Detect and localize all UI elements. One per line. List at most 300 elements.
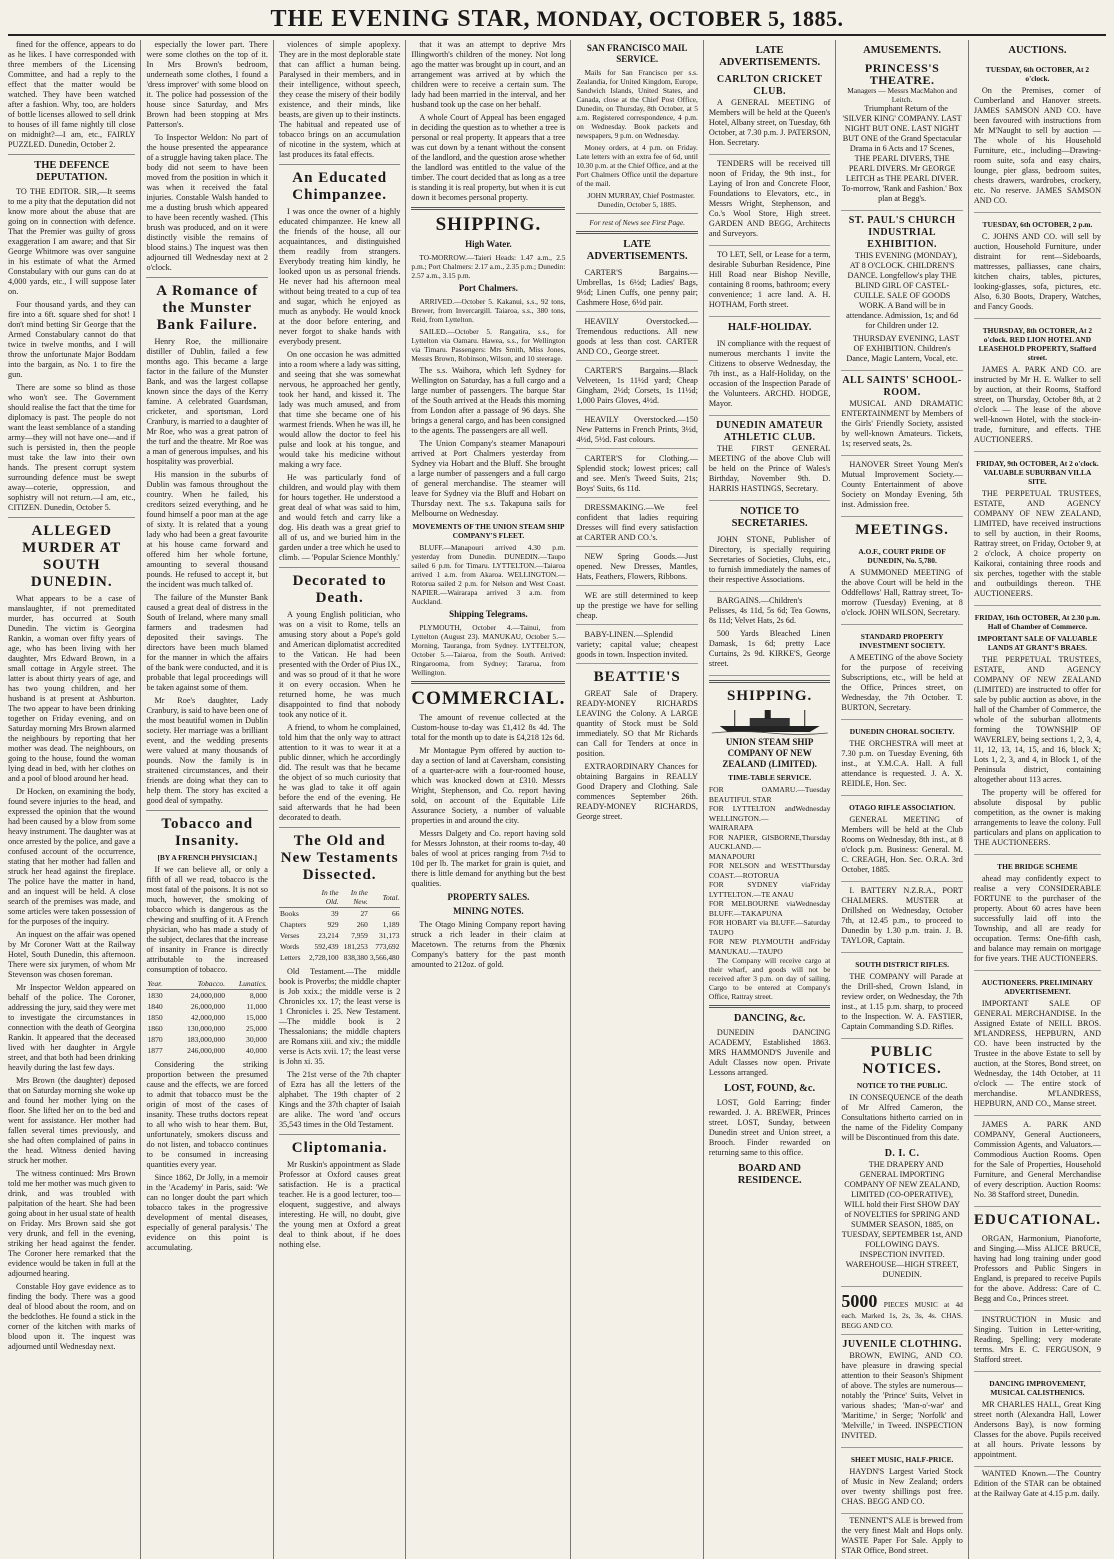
table-cell: 42,000,000	[190, 1013, 226, 1022]
ad-text: PIECES MUSIC at 4d each. Marked 1s, 2s, 3s, 4s. CHAS. BEGG AND CO.	[841, 1300, 963, 1330]
mail-notice: Mails for San Francisco per s.s. Zealandia, for United Kingdom, Europe, Sandwich Islands, United States, and Canada, close at the Chief Post Office, Dunedin, on Thursday, 8th October, at 5 a.m. Registered correspondence, 4 p.m. on Wednesday. Book packets and newspapers, 9 p.m. on Wednesday.	[576, 68, 698, 140]
table-cell: 3,566,480	[369, 953, 400, 962]
article-paragraph: Since 1862, Dr Jolly, in a memoir in the 'Academy' in Paris, said: 'We can no longer doubt the part which tobacco takes in the progressive development of mental diseases, especially of general paralysis.' The evidence on this point is accumulating.	[146, 1173, 268, 1252]
sailing-day: Wednesday	[795, 804, 831, 813]
column-6	[703, 40, 835, 1559]
ad-text: The property will be offered for absolute disposal by public competition, as the owner is making arrangements to leave the colony. Full particulars and plans on application to THE AUCTIONEERS.	[973, 788, 1101, 847]
table-cell: Letters	[279, 953, 301, 962]
ad-directory	[709, 533, 830, 592]
article-paragraph: Henry Roe, the millionaire distiller of Dublin, failed a few months ago. This became a large factor in the failure of the Munster Bank, and was the largest collapse known since the days of the Kerry famine. A celebrated Guardsman, cricketer, and sportsman, Lord Cranbury, is married to a daughter of Mr Roe, who was a great patron of the turf and the theatre. Mr Roe was a man of generous impulses, and his hospitality was proverbial.	[146, 337, 268, 466]
sailing-row	[709, 861, 830, 880]
masthead	[8, 6, 1106, 36]
article-paragraph: that it was an attempt to deprive Mrs Illingworth's children of the money. Not long ago the matter was brought up in court, and an arrangement was arrived at by which the children were to receive a certain sum. The lady had been married in the interval, and her husband took up the case on her behalf.	[411, 40, 566, 109]
sailing-route: FOR OAMARU.—BEAUTIFUL STAR	[708, 785, 805, 804]
ad-organ-lessons	[974, 1232, 1101, 1311]
article-paragraph: Mrs Brown (the daughter) deposed that on Saturday morning she woke up and found her mother lying on the floor. She lifted her on to the bed and went for assistance. Her mother had fallen several times previously, and she had often complained of pains in the head. Witness denied having struck her mother.	[8, 1076, 136, 1165]
article-paragraph: An inquest on the affair was opened by Mr Coroner Watt at the Railway Hotel, South Dunedin, this afternoon. There were six jurymen, of whom Mr Stevenson was chosen foreman.	[8, 930, 136, 979]
shipping-note: The Company will receive cargo at their wharf, and goods will not be received after 3 p.m. on day of sailing. Cargo to be entered at Company's Office, Rattray street.	[708, 956, 831, 1001]
ad-title: AUCTIONEERS. PRELIMINARY ADVERTISEMENT.	[981, 978, 1094, 996]
ad-dic	[841, 1146, 962, 1287]
headline-shipping: SHIPPING.	[727, 688, 813, 704]
advertisement: GREAT Sale of Drapery. READY-MONEY RICHARDS LEAVING the Colony. A LARGE quantity of Stock must be Sold immediately. SO that Mr Richards can Call for Tenders at once in position.	[576, 689, 698, 758]
column-1	[8, 40, 140, 1559]
table-row	[279, 952, 400, 963]
divider	[709, 1005, 830, 1008]
ad-text: ahead may confidently expect to realise a very CONSIDERABLE FORTUNE to the purchaser of the property. About 60 acres have been successfully laid off into the Township, and all are ready for occupation. Terms: One-fifth cash, and balance may remain on mortgage for five years. THE AUCTIONEERS.	[973, 874, 1101, 963]
headline-mail-service: SAN FRANCISCO MAIL SERVICE.	[586, 43, 688, 64]
ad-title: SOUTH DISTRICT RIFLES.	[855, 960, 949, 969]
table-cell: 30,000	[246, 1035, 267, 1044]
arrivals: ARRIVED.—October 5. Kakanui, s.s., 92 tons, Brewer, from Invercargill. Taiaroa, s.s., 380 tons, Reid, from Lyttelton.	[411, 297, 566, 324]
sailing-day: Saturday	[803, 918, 831, 927]
ad-title: FRIDAY, 9th OCTOBER, At 2 o'clock. VALUABLE SUBURBAN VILLA SITE.	[976, 459, 1099, 486]
ad-choral-society	[841, 722, 962, 796]
headline-amusements: AMUSEMENTS.	[863, 45, 942, 56]
table-cell: 1860	[147, 1024, 163, 1033]
sailing-row	[709, 899, 830, 918]
headline-defence-deputation: THE DEFENCE DEPUTATION.	[34, 160, 110, 183]
table-row	[146, 1045, 267, 1056]
table-cell: 929	[327, 920, 339, 929]
subhead-fleet-movements: MOVEMENTS OF THE UNION STEAM SHIP COMPANY'S FLEET.	[412, 522, 565, 540]
mail-notice: Money orders, at 4 p.m. on Friday. Late letters with an extra fee of 6d, until 10.30 p.m. at the Chief Office, and at the Port Chalmers Office until the departure of the mail.	[576, 143, 698, 188]
ad-title: DANCING IMPROVEMENT, MUSICAL CALISTHENICS.	[989, 1379, 1086, 1397]
ad-south-district-rifles	[841, 955, 962, 1039]
ad-text: IMPORTANT SALE OF GENERAL MERCHANDISE. In the Assigned Estate of NEILL BROS. M'LANDRESS, HEPBURN, AND CO. have been instructed by the Trustee in the above Estate to sell by auction, at the Stores, Bond street, on Wednesday, the 14th October, at 11 o'clock — The entire stock of merchandise. M'LANDRESS, HEPBURN, AND CO., Manse street.	[973, 999, 1101, 1108]
article-paragraph: violences of simple apoplexy. They are in the most deplorable state that can afflict a human being. Paralysed in their members, and in their intelligence, without speech, they cease the misery of their bodily existence, and their minds, like beasts, are given up to their instincts. The habitual and repeated use of tobacco brings on an accumulation of nicotine in the system, which at last produces its fatal effects.	[278, 40, 401, 159]
table-header-cell: Lunatics.	[226, 978, 268, 990]
ad-text: THIS EVENING (MONDAY), AT 8 O'CLOCK. CHILDREN'S DANCE. Longfellow's play THE BLIND GIRL OF CASTEL-CUILLE. SALE OF GOODS WORK. A Band will be in attendance. Admission, 1s; and 6d for Children under 12.	[846, 251, 959, 330]
divider	[8, 154, 135, 155]
ad-text: JAMES A. PARK AND COMPANY, General Auctioneers, Commission Agents, and Valuators.—Commodious Auction Rooms. Open for the Sale of Properties, Household Furniture, and General Merchandise of every description. Auction Rooms: No. 38 Stafford street, Dunedin.	[973, 1120, 1101, 1199]
sailing-day: Friday	[810, 937, 831, 946]
sailing-route: FOR NELSON and WEST COAST.—ROTORUA	[708, 861, 802, 880]
columns	[8, 40, 1106, 1555]
table-cell: 183,000,000	[187, 1035, 226, 1044]
masthead-date: MONDAY, OCTOBER 5, 1885.	[536, 6, 844, 31]
ad-text: GENERAL MEETING of Members will be held at the Club Rooms on Wednesday, 8th inst., at 8 o'clock p.m. Business: General. M. C. CREAGH, Hon. Sec. O.R.A. 3rd October, 1885.	[841, 815, 963, 874]
table-cell: 2,728,100	[309, 953, 339, 962]
sailing-day: Friday	[810, 880, 831, 889]
table-cell: 838,380	[343, 953, 368, 962]
ad-title: ST. PAUL'S CHURCH INDUSTRIAL EXHIBITION.	[848, 215, 956, 250]
ad-auction-samson	[974, 60, 1101, 213]
ad-title: CARLTON CRICKET CLUB.	[716, 74, 823, 97]
table-cell: 1870	[147, 1035, 163, 1044]
headline-munster-bank: A Romance of the Munster Bank Failure.	[156, 283, 259, 333]
table-cell: 25,000	[246, 1024, 267, 1033]
headline-commercial: COMMERCIAL.	[411, 688, 566, 709]
table-cell: 26,000,000	[190, 1002, 226, 1011]
ad-auction-johns	[974, 215, 1101, 319]
ad-text: C. JOHNS AND CO. will sell by auction, Household Furniture, under distraint for rent—Sideboards, mattresses, palliasses, cane chairs, kitchen chairs, tables, pictures, looking-glasses, sofa, pictures, etc. Also, 6.30 Boots, Drapery, Watches, and Fancy Goods.	[973, 232, 1101, 311]
ad-rifle-association	[841, 798, 962, 882]
ad-text: THE PERPETUAL TRUSTEES, ESTATE, AND AGENCY COMPANY OF NEW ZEALAND, LIMITED, have received instructions to sell by auction, in their Rooms, Rattray street, on Friday, October 9, at 2 o'clock, A choice property on Kaikorai, containing three roods and six perches, together with the stable and outbuildings thereon. THE AUCTIONEERS.	[973, 489, 1101, 598]
ad-text: HANOVER Street Young Men's Mutual Improvement Society.—County Entertainment of above Society on Monday Evening, 5th inst. Admission free.	[841, 460, 963, 509]
subhead-port-chalmers: Port Chalmers.	[458, 283, 518, 293]
ad-sheet-music	[841, 1450, 962, 1514]
ad-title: D. I. C.	[884, 1148, 920, 1159]
ad-text: A SUMMONED MEETING of the above Court will be held in the Oddfellows' Hall, Rattray street, To-morrow (Tuesday) Evening, at 8 o'clock. JOHN WILSON, Secretary.	[841, 568, 963, 617]
article-paragraph: Mr Roe's daughter, Lady Cranbury, is said to have been one of the most beautiful women in Dublin society. Her marriage was a brilliant event, and the wedding presents were valued at many thousands of pounds. Now the family is in straitened circumstances, and their friends are doing what they can to help them. The story has excited a good deal of sympathy.	[146, 696, 268, 805]
article-paragraph: Four thousand yards, and they can fire into a 6ft. square shed for shot! I don't mind betting Sir George that the Armed Constabulary cannot do that twice in twelve months, and I will throw the unfortunate Major Boddam into the bargain, as No. 1 to fire the gun.	[8, 300, 136, 379]
headline-dancing: DANCING, &c.	[733, 1013, 806, 1024]
divider	[279, 567, 400, 568]
ad-title: PRINCESS'S THEATRE.	[864, 61, 940, 87]
divider	[411, 207, 565, 210]
late-ad: CARTER'S Bargains.—Black Velveteen, 1s 11½d yard; Cheap Gingham, 2½d; Corsets, 1s 11½d; 1,000 Pairs Gloves, 4½d.	[576, 364, 697, 410]
headline-educated-chimpanzee: An Educated Chimpanzee.	[292, 170, 388, 203]
table-cell: 1830	[147, 991, 163, 1000]
ad-title: ALL SAINTS' SCHOOL-ROOM.	[842, 375, 962, 398]
table-row	[279, 908, 400, 920]
ad-title: THE BRIDGE SCHEME	[997, 862, 1078, 871]
subhead-property-sales: PROPERTY SALES.	[447, 892, 530, 902]
table-cell: 31,173	[379, 931, 400, 940]
news-note: For rest of News see First Page.	[589, 218, 685, 227]
table-cell: Verses	[279, 931, 300, 940]
ad-aof-court	[841, 542, 962, 625]
article-paragraph: The failure of the Munster Bank caused a great deal of distress in the South of Ireland, where many small farmers and tradesmen had deposited their savings. The directors have been much blamed for the manner in which the affairs of the bank were conducted, and it is probable that legal proceedings will be taken against some of them.	[146, 593, 268, 692]
late-ad: WE are still determined to keep up the prestige we have for selling cheap.	[576, 589, 697, 625]
article-paragraph: Old Testament.—The middle book is Proverbs; the middle chapter is Job xxix.; the middle verse is 2 Chronicles xx. 17; the least verse is 1 Chronicles i. 25. New Testament.—The middle book is 2 Thessalonians; the middle chapters are Romans xiii. and xiv.; the middle verse is Acts xvii. 17; the least verse is John xi. 35.	[278, 967, 401, 1066]
ad-title: TUESDAY, 6th OCTOBER, 2 p.m.	[982, 220, 1093, 229]
ad-text: WANTED Known.—The Country Edition of the STAR can be obtained at the Railway Gate at 4.15 p.m. daily.	[973, 1469, 1101, 1498]
article-paragraph: The witness continued: Mrs Brown told me her mother was much given to drink, and was troubled with palpitation of the heart. She had been going about in her usual state of health on Friday. Mrs Brown said she got very drunk, and fell in the evening, striking her head against the fender. The Coroner here remarked that the evidence would be taken in full at the adjourned hearing.	[8, 1169, 136, 1278]
masthead-title: THE EVENING STAR,	[270, 6, 531, 32]
ad-juvenile-clothing	[841, 1337, 962, 1448]
ad-st-pauls	[841, 213, 962, 371]
ad-text: On the Premises, corner of Cumberland and Hanover streets. JAMES SAMSON AND CO. have been favoured with instructions from Mr M'Naught to sell by auction — The whole of his Household Furniture, etc., including—Drawing-room suite, sofa and easy chairs, lounge, pier glass, bedroom suites, chests drawers, wardrobes, crockery, etc. No reserve. JAMES SAMSON AND CO.	[973, 86, 1101, 205]
ad-text: Triumphant Return of the 'SILVER KING' COMPANY. LAST NIGHT BUT ONE. LAST NIGHT BUT ONE of the Grand Spectacular Drama in 6 Acts and 17 Scenes, THE PEARL DIVERS, THE PEARL DIVERS. Mr GEORGE LEITCH as THE PEARL DIVER. To-morrow, 'Rank and Fashion.' Box plan at Begg's.	[841, 104, 963, 203]
ad-title: DUNEDIN AMATEUR ATHLETIC CLUB.	[716, 420, 824, 443]
headline-auctions: AUCTIONS.	[1008, 45, 1067, 56]
sailing-route: FOR LYTTELTON and WELLINGTON.—WAIRARAPA	[708, 804, 796, 832]
table-cell: 11,000	[246, 1002, 267, 1011]
tobacco-table	[146, 978, 267, 1056]
late-ad: BABY-LINEN.—Splendid variety; capital value; cheapest goods in town. Inspection invited.	[576, 628, 697, 664]
ad-text: THURSDAY EVENING, LAST OF EXHIBITION. Children's Dance, Magic Lantern, Vocal, etc.	[846, 334, 960, 363]
sailing-row	[709, 785, 830, 804]
table-cell: 27	[360, 909, 368, 918]
ad-text: IN compliance with the request of numerous merchants I invite the Citizens to observe Wednesday, the 7th inst., as a Half-Holiday, on the occasion of the Inspection Parade of the Volunteers. ARCHD. HODGE, Mayor.	[708, 339, 831, 408]
ad-text: DUNEDIN DANCING ACADEMY, Established 1863. MRS HAMMOND'S Juvenile and Adult Classes now open. Private Lessons arranged.	[708, 1028, 831, 1077]
ad-title: A.O.F., COURT PRIDE OF DUNEDIN, No. 5,780.	[858, 547, 946, 565]
ad-text: MUSICAL AND DRAMATIC ENTERTAINMENT by Members of the Girls' Friendly Society, assisted by well-known Amateurs. Tickets, 1s; reserved seats, 2s.	[841, 399, 963, 448]
ad-title: STANDARD PROPERTY INVESTMENT SOCIETY.	[859, 632, 946, 650]
ad-text: HAYDN'S Largest Varied Stock of Music in New Zealand; orders over twenty shillings post free. CHAS. BEGG AND CO.	[841, 1467, 963, 1506]
column-4	[405, 40, 570, 1559]
late-ad: HEAVILY Overstocked.—Tremendous reductions. All new goods at less than cost. CARTER AND CO., George street.	[576, 315, 697, 361]
ad-managers: Managers — Messrs MacMahon and Leitch.	[847, 86, 957, 104]
table-cell: 130,000,000	[187, 1024, 226, 1033]
divider	[146, 277, 267, 278]
sailing-day: Thursday	[801, 861, 831, 870]
ad-standard-property	[841, 627, 962, 720]
late-ad: NEW Spring Goods.—Just opened. New Dresses, Mantles, Hats, Feathers, Flowers, Ribbons.	[576, 550, 697, 586]
byline: [BY A FRENCH PHYSICIAN.]	[157, 853, 257, 862]
ad-text: BARGAINS.—Children's Pelisses, 4s 11d, 5s 6d; Tea Gowns, 8s 11d; Velvet Hats, 2s 6d.	[708, 596, 831, 625]
divider	[279, 827, 400, 828]
ad-bargains	[709, 594, 830, 676]
mail-signature: JOHN MURRAY, Chief Postmaster. Dunedin, October 5, 1885.	[587, 191, 695, 209]
table-cell: 181,253	[343, 942, 368, 951]
ad-text: THE FIRST GENERAL MEETING of the above Club will be held on the Prince of Wales's Birthday, November 9th. D. HARRIS HASTINGS, Secretary.	[708, 444, 831, 493]
ad-princess-theatre	[841, 60, 962, 211]
table-cell: Books	[279, 909, 299, 918]
sailing-route: FOR NEW PLYMOUTH and MANUKAU.—TAUPO	[708, 937, 811, 956]
article-paragraph: A young English politician, who was on a visit to Rome, tells an amusing story about a Pope's gold and American diplomatist accredited to the Vatican. He had been presented with the Order of Pius IX., and was so proud of it that he wore it on every occasion. When he returned home, he was much disappointed to find that nobody took any notice of it.	[278, 610, 401, 719]
article-paragraph: Constable Hoy gave evidence as to finding the body. There was a good deal of blood about the room, and on the bedclothes. He found a stick in the corner of the kitchen with marks of blood upon it. The inquest was adjourned until Wednesday next.	[8, 1282, 136, 1351]
ad-tenders	[709, 157, 830, 246]
article-paragraph: A whole Court of Appeal has been engaged in deciding the question as to whether a tree is personal or real property. It appears that a tree was cut down by a tenant without the consent of the landlord, and the question arose whether the landlord was entitled to the value of the timber. The court decided that as long as a tree is standing it is real property, but when it is cut down it becomes personal property.	[411, 113, 566, 202]
column-2	[140, 40, 272, 1559]
ad-carlton-cricket	[709, 72, 830, 155]
fleet-movements: BLUFF.—Manapouri arrived 4.30 p.m. yesterday from Dunedin. DUNEDIN.—Taupo sailed 6 p.m. for Timaru. LYTTELTON.—Taiaroa arrived 1 a.m. from Akaroa. WELLINGTON.—Rotorua sailed 2 p.m. for Nelson and West Coast. NAPIER.—Wairarapa arrived 3 a.m. from Auckland.	[411, 543, 566, 606]
ad-athletic-club	[709, 418, 830, 501]
article-paragraph: The Otago Mining Company report having struck a rich leader in their claim at Macetown. The returns from the Phœnix Company's battery for the past month amounted to 212oz. of gold.	[411, 920, 566, 969]
subhead-high-water: High Water.	[465, 239, 512, 249]
headline-testaments-dissected: The Old and New Testaments Dissected.	[280, 833, 399, 883]
table-cell: 8,000	[249, 991, 267, 1000]
article-paragraph: Considering the striking proportion between the presumed cause and the effects, we are forced to admit that tobacco must be the origin of most of the cases of insanity. These truths doctors repeat to all who wish to hear them. But, unfortunately, smokers discuss and do not listen, and tobacco continues to be consumed in increasing quantities every year.	[146, 1060, 268, 1169]
ad-title: SHEET MUSIC, HALF-PRICE.	[850, 1455, 954, 1464]
sailing-route: FOR MELBOURNE via BLUFF.—TAKAPUNA	[708, 899, 796, 918]
headline-late-advertisements: LATE ADVERTISEMENTS.	[586, 239, 688, 262]
article-paragraph: The Union Company's steamer Manapouri arrived at Port Chalmers yesterday from Sydney via Hobart and the Bluff. She brought a large number of passengers and a full cargo of general merchandise. The steamer will leave for Sydney via the Bluff and Hobart on Thursday next. The s.s. Takapuna sails for Melbourne on Wednesday.	[411, 439, 566, 518]
ad-park-and-co	[974, 1118, 1101, 1207]
column-7	[835, 40, 967, 1559]
departures: SAILED.—October 5. Rangatira, s.s., for Lyttelton via Oamaru. Hawea, s.s., for Wellington via Timaru. Passengers: Mrs Smith, Miss Jones, Messrs Brown, Robinson, Wilson, and 10 steerage.	[411, 327, 566, 363]
table-row	[279, 930, 400, 941]
high-water-times: TO-MORROW.—Taieri Heads: 1.47 a.m., 2.5 p.m.; Port Chalmers: 2.17 a.m., 2.35 p.m.; Dunedin: 2.57 a.m., 3.15 p.m.	[411, 253, 566, 280]
sailing-day: Wednesday	[795, 899, 831, 908]
article-paragraph: His mansion in the suburbs of Dublin was famous throughout the country. When he failed, his creditors seized everything, and he found himself a poor man at the age of sixty. It is related that a young lady who had been a great favourite at his house came forward and offered him her whole fortune, amounting to several thousand pounds. He refused to accept it, but the incident was much talked of.	[146, 470, 268, 589]
table-header-cell: In the Old.	[307, 887, 339, 908]
article-paragraph: There are some so blind as those who won't see. The Government should realise the fact that the time for diplomacy is past. The people do not want the least semblance of a standing army—they will not have one—and if such is persisted in, then the people must take the law into their own hands. The present corrupt system surrounding defence must be swept away—coterie, oppression, and sophistry will not return.—I am, etc., CITIZEN. Dunedin, October 5.	[8, 383, 136, 512]
divider	[709, 680, 830, 683]
ad-text: THE PERPETUAL TRUSTEES, ESTATE, AND AGENCY COMPANY OF NEW ZEALAND (LIMITED) are instructed to offer for sale by public auction as above, in the hall of the Chamber of Commerce, the whole of the suburban allotments forming the TOWNSHIP OF WAVERLEY, being sections 1, 2, 3, 4, 11, 12, 13, 14, 15, and 16, block X; Lots 1, 2, 3, and 4, in Block 1, of the Peninsula district, containing altogether about 113 acres.	[973, 655, 1101, 784]
headline-meetings: MEETINGS.	[855, 522, 949, 538]
sailing-day: Thursday	[801, 832, 831, 842]
table-cell: 1,189	[382, 920, 400, 929]
late-ad: CARTER'S Bargains.—Umbrellas, 1s 6½d; Ladies' Bags, 9½d; Linen Cuffs, one penny pair; Cashmere Hose, 6½d pair.	[576, 266, 697, 312]
table-cell: 1877	[147, 1046, 163, 1055]
ad-text: A MEETING of the above Society for the purpose of receiving Subscriptions, etc., will be held at the Office, Princes street, on Wednesday, the 7th October. T. BURTON, Secretary.	[841, 653, 963, 712]
table-row	[146, 1034, 267, 1045]
article-paragraph: The amount of revenue collected at the Custom-house to-day was £1,412 8s 4d. The total for the month up to date is £4,218 12s 6d.	[411, 713, 566, 742]
sailing-route: FOR NAPIER, GISBORNE, AUCKLAND.—MANAPOURI	[708, 832, 802, 861]
headline-shipping: SHIPPING.	[435, 214, 542, 235]
sailing-row	[709, 804, 830, 833]
late-ads-list	[576, 266, 697, 664]
headline-lost-found: LOST, FOUND, &c.	[724, 1083, 816, 1094]
sailing-row	[709, 880, 830, 899]
ad-instruction-music	[974, 1313, 1101, 1372]
late-ad: CARTER'S for Clothing.—Splendid stock; lowest prices; call and see. Men's Tweed Suits, 21s; Boys' Suits, 6s 11d.	[576, 452, 697, 498]
article-paragraph: A friend, to whom he complained, told him that the only way to attract attention to it was to wear it at a public dinner, which he accordingly did. The result was that he became the object of so much curiosity that he was glad to take it off again before the end of the evening. He said afterwards that he had been decorated to death.	[278, 723, 401, 822]
article-paragraph: Mr Inspector Weldon appeared on behalf of the police. The Coroner, addressing the jury, said they were met to investigate the circumstances in connection with the death of Georgina Rankin. It appeared that the deceased lived with her daughter in Argyle street, and that both had been drinking heavily during the last few days.	[8, 983, 136, 1072]
table-row	[146, 990, 267, 1002]
table-row	[279, 919, 400, 930]
sailing-route: FOR HOBART via BLUFF.—TAUPO	[708, 918, 804, 937]
table-header-cell: Tobacco.	[170, 978, 226, 990]
headline-educational: EDUCATIONAL.	[973, 1212, 1101, 1228]
ad-subtitle: IMPORTANT SALE OF VALUABLE LANDS AT GRANT'S BRAES.	[977, 634, 1098, 652]
headline-tobacco-insanity: Tobacco and Insanity.	[161, 816, 254, 849]
ad-title: THURSDAY, 8th OCTOBER, At 2 o'clock. RED LION HOTEL AND LEASEHOLD PROPERTY, Stafford street.	[978, 326, 1097, 362]
divider	[8, 517, 135, 518]
table-cell: 1840	[147, 1002, 163, 1011]
ad-hanover-street	[841, 458, 962, 517]
headline-decorated-to-death: Decorated to Death.	[292, 573, 387, 606]
table-cell: 246,000,000	[187, 1046, 226, 1055]
headline-beatties: BEATTIE'S	[593, 669, 681, 685]
ad-auction-villa-site	[974, 454, 1101, 606]
ad-battery	[841, 884, 962, 953]
ad-text: MR CHARLES HALL, Great King street north (Alexandra Hall, Lower Andersons Bay), is now forming Classes for the above. Pupils received at all hours. Private lessons by appointment.	[973, 1400, 1101, 1459]
table-cell: Chapters	[279, 920, 307, 929]
article-paragraph: The 21st verse of the 7th chapter of Ezra has all the letters of the alphabet. The 19th chapter of 2 Kings and the 37th chapter of Isaiah are alike. The word 'and' occurs 35,543 times in the Old Testament.	[278, 1070, 401, 1129]
ad-text: IN CONSEQUENCE of the death of Mr Alfred Cameron, the Consultations hitherto carried on in the name of the Fidelity Company will be Discontinued from this date.	[841, 1093, 963, 1142]
ad-text: THE COMPANY will Parade at the Drill-shed, Crown Island, in review order, on Wednesday, the 7th inst., at 1.15 p.m. sharp, to proceed to the Inspection. W. A. FASTIER, Captain Commanding S.D. Rifles.	[841, 972, 963, 1031]
ad-music-pieces	[841, 1289, 962, 1335]
ad-bridge-scheme	[974, 857, 1101, 971]
table-cell: 7,959	[351, 931, 368, 940]
divider	[411, 681, 565, 684]
table-cell: Words	[279, 942, 300, 951]
article-paragraph: He was particularly fond of children, and would play with them for hours together. He understood a great deal of what was said to him, and would fetch and carry like a dog. His death was a great grief to all of us, and we buried him in the garden under a tree which he used to climb. — 'Popular Science Monthly.'	[278, 473, 401, 562]
article-paragraph: If we can believe all, or only a fifth of all we read, tobacco is the most fatal of the poisons. It is not so much, however, the smoking of tobacco which is dangerous as the chewing and snuffing of it. A French physician, who has made a study of the subject, declares that the increase of insanity in France is directly attributable to the increased consumption of tobacco.	[146, 865, 268, 974]
ad-title: TUESDAY, 6th OCTOBER, At 2 o'clock.	[985, 65, 1090, 83]
sailing-day: Tuesday	[804, 785, 831, 794]
ad-title: DUNEDIN CHORAL SOCIETY.	[849, 727, 955, 736]
letter-text: fined for the offence, appears to do as he likes. I have corresponded with three members of the Licensing Committee, and had a reply to the effect that the matter would be watched. They have been watched after a fashion. Why, too, are holders of bottle licenses allowed to sell drink to houses of ill fame nightly till close on midnight?—I am, etc., FAIRLY PUZZLED. Dunedin, October 2.	[8, 40, 136, 149]
ad-text: TENNENT'S ALE is brewed from the very finest Malt and Hops only. WASTE Paper For Sale. Apply to STAR Office, Bond street.	[841, 1516, 963, 1555]
divider	[279, 1134, 400, 1135]
table-cell: 15,000	[246, 1013, 267, 1022]
divider	[279, 164, 400, 165]
ad-dancing-improvement	[974, 1374, 1101, 1467]
table-row	[146, 1001, 267, 1012]
ad-text: INSTRUCTION in Music and Singing. Tuition in Letter-writing, Reading, Spelling; very moderate terms. Mrs E. C. FERGUSON, 9 Stafford street.	[973, 1315, 1101, 1364]
table-header-cell	[279, 887, 307, 908]
sailing-row	[709, 918, 830, 937]
table-cell: 66	[392, 909, 400, 918]
table-cell: 40,000	[246, 1046, 267, 1055]
divider	[576, 231, 697, 234]
ad-text: 500 Yards Bleached Linen Damask, 1s 6d; pretty Lace Curtains, 2s 9d. KIRKE'S, George street.	[708, 629, 831, 668]
ad-auction-red-lion	[974, 321, 1101, 452]
ad-text: A GENERAL MEETING of Members will be held at the Queen's Hotel, Albany street, on Tuesday, 6th October, at 7.30 p.m. J. PATERSON, Hon. Secretary.	[708, 98, 831, 147]
ad-title: FRIDAY, 16th OCTOBER, At 2.30 p.m. Hall of Chamber of Commerce.	[974, 613, 1101, 631]
subhead-mining-notes: MINING NOTES.	[453, 906, 524, 916]
divider	[146, 810, 267, 811]
steamship-icon	[709, 708, 830, 734]
headline-notice-secretaries: NOTICE TO SECRETARIES.	[731, 506, 808, 529]
table-cell: 24,000,000	[190, 991, 226, 1000]
shipping-telegrams: PLYMOUTH, October 4.—Tainui, from Lyttelton (August 23). MANUKAU, October 5.—Morning, Tauranga, from Sydney. LYTTELTON, October 5.—Taiaroa, from the South. Arrived: Ringarooma, from Sydney; Tararua, from Wellington.	[411, 623, 566, 677]
ad-title: JUVENILE CLOTHING.	[842, 1339, 962, 1350]
ad-text: JAMES A. PARK AND CO. are instructed by Mr H. E. Walker to sell by auction, at their Rooms, Stafford street, on Thursday, October 8th, at 2 o'clock — The lease of the above well-known Hotel, with the stock-in-trade, furniture, and effects. THE AUCTIONEERS.	[973, 365, 1101, 444]
table-cell: 773,692	[375, 942, 400, 951]
ad-half-holiday	[709, 337, 830, 416]
ad-to-let	[709, 248, 830, 317]
sailing-schedule	[709, 785, 830, 956]
late-ad: HEAVILY Overstocked.—150 New Patterns in French Prints, 3½d, 4½d, 5½d. Fast colours.	[576, 413, 697, 449]
testament-table	[279, 887, 400, 963]
ad-neill-bros	[974, 973, 1101, 1116]
ad-text: THE DRAPERY AND GENERAL IMPORTING COMPANY OF NEW ZEALAND, LIMITED (CO-OPERATIVE), WILL hold their First SHOW DAY of NOVELTIES for SPRING AND SUMMER SEASON, 1885, on TUESDAY, SEPTEMBER 1st, AND FOLLOWING DAYS. INSPECTION INVITED. WAREHOUSE—HIGH STREET, DUNEDIN.	[841, 1160, 963, 1279]
column-8	[968, 40, 1106, 1559]
table-header-cell: Year.	[146, 978, 170, 990]
sailing-row	[709, 833, 830, 862]
ad-text: ORGAN, Harmonium, Pianoforte, and Singing.—Miss ALICE BRUCE, having had long training under good Professors and Public Singers in England, is prepared to receive Pupils for the above. Address: Care of C. Begg and Co., Princes street.	[973, 1234, 1101, 1303]
article-paragraph: Messrs Dalgety and Co. report having sold for Messrs Johnston, at their rooms to-day, 40 bales of wool at prices ranging from 7½d to 10d per lb. The market for grain is quiet, and there is little demand for anything but the best qualities.	[411, 829, 566, 888]
advertisement: EXTRAORDINARY Chances for obtaining Bargains in REALLY Good Drapery and Clothing. Sale commences September 26th. READY-MONEY RICHARDS, George street.	[576, 762, 698, 821]
table-cell: 592,439	[314, 942, 339, 951]
article-paragraph: On one occasion he was admitted into a room where a lady was sitting, and seeing that she was somewhat nervous, he approached her gently, took her hand, and kissed it. The lady was much amused, and from that time she became one of his warmest friends. When he was ill, he would allow the doctor to feel his pulse and look at his tongue, and would take his medicine without making a wry face.	[278, 350, 401, 469]
ad-text: JOHN STONE, Publisher of Directory, is specially requiring Secretaries of Societies, Clubs, etc., to furnish immediately the names of their respective Associations.	[708, 535, 831, 584]
headline-cliptomania: Cliptomania.	[291, 1140, 388, 1156]
table-row	[146, 1023, 267, 1034]
article-paragraph: What appears to be a case of manslaughter, if not premeditated murder, has occurred at South Dunedin. The victim is Georgina Rankin, a woman over fifty years of age, who has been living with her daughter, Mrs Edward Brown, in a small cottage in Argyle street. The latter is about thirty years of age, and has two young children, and her husband is at present at Ashburton. The two appear to have been drinking together on Friday evening, and on Saturday morning Mrs Brown alarmed the neighbours by reporting that her mother was dead. The neighbours, on going to the house, found the woman lying dead in bed, with her clothes on and a pool of blood around her head.	[8, 594, 136, 783]
subhead-shipping-telegrams: Shipping Telegrams.	[449, 609, 528, 619]
price-figure: 5000	[841, 1291, 878, 1311]
table-row	[279, 941, 400, 952]
ad-text: THE ORCHESTRA will meet at 7.30 p.m. on Tuesday Evening, 6th inst., at Y.M.C.A. Hall. A full attendance is requested. J. A. X. REIDLE, Hon. Sec.	[841, 739, 963, 788]
table-row	[146, 1012, 267, 1023]
table-cell: 1850	[147, 1013, 163, 1022]
article-paragraph: The s.s. Waihora, which left Sydney for Wellington on Saturday, has a full cargo and a large number of passengers. The barque Star of the South arrived at the Heads this morning from London after a passage of 96 days. She brings a general cargo, and has been consigned to the agents. The passengers are all well.	[411, 366, 566, 435]
article-paragraph: especially the lower part. There were some clothes on the top of it. In Mrs Brown's bedroom, underneath some clothes, I found a 'dress improver' with some blood on it. The police had possession of the house since Saturday, and Mrs Brown had been stopping at Mrs Patterson's.	[146, 40, 268, 129]
ad-text: BROWN, EWING, AND CO. have pleasure in drawing special attention to their Season's Shipment of above. The styles are numerous—notably the 'Prince' Suits, Velvet in various shades; 'Man-o'-war' and 'Maritime,' in Serge; 'Norfolk' and 'Melville,' in Tweed. INSPECTION INVITED.	[841, 1351, 963, 1440]
ad-text: TO LET, Sell, or Lease for a term, desirable Suburban Residence, Pine Hill Road near Bishop Neville, containing 8 rooms, bathroom; every convenience; 1 acre land. A. H. HOTHAM, Forth street.	[708, 250, 831, 309]
article-paragraph: Mr Ruskin's appointment as Slade Professor at Oxford causes great satisfaction. He is a practical teacher. He is a good lecturer, too—eloquent, suggestive, and always interesting. He will, no doubt, give the young men at Oxford a great deal to think about, if he does nothing else.	[278, 1160, 401, 1249]
article-paragraph: Dr Hocken, on examining the body, found severe injuries to the head, and expressed the opinion that the wound had been caused by a blow from some heavy instrument. The daughter was at once arrested by the police, and gave a confused account of the occurrence, stating that her mother had fallen and struck her head against the fireplace. The police have the matter in hand, and an inquest will be held. A close search of the premises was made, and some articles were taken possession of for the purposes of the inquiry.	[8, 787, 136, 926]
table-cell: 23,214	[318, 931, 339, 940]
headline-late-advertisements: LATE ADVERTISEMENTS.	[719, 45, 821, 68]
ad-text: TENDERS will be received till noon of Friday, the 9th inst., for Laying of Iron and Concrete Floor, Foundations to Elevators, etc., in Messrs Wright, Stephenson, and Co.'s Wool Store, High street. GARDEN AND BEGG, Architects and Surveyors.	[708, 159, 831, 238]
divider	[576, 213, 697, 214]
article-paragraph: Mr Montague Pym offered by auction to-day a section of land at Caversham, consisting of a quarter-acre with a four-roomed house, which was knocked down at £310. Messrs Wright, Stephenson, and Co. report having sold, on account of the Equitable Life Assurance Society, a number of valuable properties in and around the city.	[411, 746, 566, 825]
column-3	[273, 40, 405, 1559]
ad-auction-grants-braes	[974, 608, 1101, 855]
sailing-route: FOR SYDNEY via LYTTELTON.—TE ANAU	[708, 880, 811, 899]
sailing-row	[709, 937, 830, 956]
table-header-cell: Total.	[369, 887, 401, 908]
table-header-cell: In the New.	[340, 887, 369, 908]
table-cell: 260	[356, 920, 368, 929]
article-paragraph: I was once the owner of a highly educated chimpanzee. He knew all the friends of the house, all our acquaintances, and distinguished them readily from strangers. Everybody treating him kindly, he looked upon us as personal friends. He never had his afternoon meal without being treated to a cup of tea and sugar, which he enjoyed as much as anybody. He would knock at the door before entering, and never forgot to shake hands with everybody present.	[278, 207, 401, 346]
ad-all-saints	[841, 373, 962, 456]
headline-alleged-murder: ALLEGED MURDER AT SOUTH DUNEDIN.	[22, 523, 122, 590]
ad-text: LOST, Gold Earring; finder rewarded. J. A. BREWER, Princes street. LOST, Sunday, between Dunedin street and Union street, a Brooch. Finder rewarded on returning same to this office.	[708, 1098, 831, 1157]
headline-public-notices: PUBLIC NOTICES.	[862, 1044, 942, 1077]
article-paragraph: To Inspector Weldon: No part of the house presented the appearance of a struggle having taken place. The body did not seem to have been moved from the position in which it was when it received the fatal injuries. Constable Walsh handed to me a dusting brush which appeared to have been recently washed. (This brush was produced, and on it were distinctly visible the remains of blood stains.) The inquest was then adjourned till Wednesday next at 2 o'clock.	[146, 133, 268, 272]
table-cell: 39	[331, 909, 339, 918]
shipping-subtitle: TIME-TABLE SERVICE.	[728, 773, 812, 782]
headline-board-residence: BOARD AND RESIDENCE.	[737, 1163, 802, 1186]
late-ad: DRESSMAKING.—We feel confident that ladies requiring Dresses will find every satisfaction at CARTER AND CO.'s.	[576, 501, 697, 547]
ad-title: OTAGO RIFLE ASSOCIATION.	[849, 803, 956, 812]
shipping-company-title: UNION STEAM SHIP COMPANY OF NEW ZEALAND (LIMITED).	[722, 737, 817, 769]
article-paragraph: TO THE EDITOR. SIR,—It seems to me a pity that the deputation did not know more about the abuse that are going on in connection with defence. That the Premier was guilty of gross exaggeration I am aware; and that Sir George Whitmore was over sanguine in his estimate of what the Armed Constabulary with our guns can do at 4,000 yards, etc., I will suppose later on.	[8, 187, 136, 296]
column-5	[570, 40, 702, 1559]
subhead-notice-public: NOTICE TO THE PUBLIC.	[856, 1081, 948, 1090]
ad-text: I. BATTERY N.Z.R.A., PORT CHALMERS. MUSTER at Drillshed on Wednesday, October 7th, at 12.45 p.m., to proceed to Dunedin by 1.30 p.m. train. J. B. TAYLOR, Captain.	[841, 886, 963, 945]
headline-half-holiday: HALF-HOLIDAY.	[727, 322, 812, 333]
